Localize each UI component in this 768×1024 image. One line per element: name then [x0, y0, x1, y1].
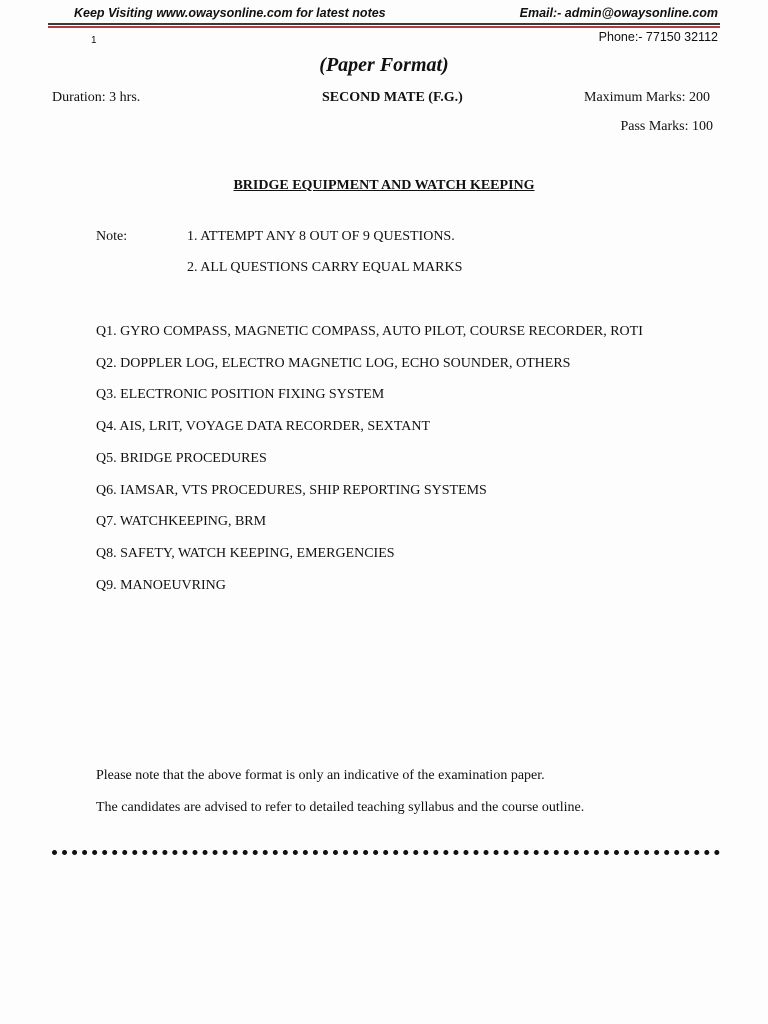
header-divider-dark [48, 23, 720, 25]
pass-marks: Pass Marks: 100 [620, 119, 713, 134]
header-email-text: Email:- admin@owaysonline.com [519, 6, 718, 20]
question-item: Q4. AIS, LRIT, VOYAGE DATA RECORDER, SEXTANT [96, 419, 431, 434]
note-item: 1. ATTEMPT ANY 8 OUT OF 9 QUESTIONS. [187, 229, 455, 244]
question-item: Q5. BRIDGE PROCEDURES [96, 451, 267, 466]
question-item: Q8. SAFETY, WATCH KEEPING, EMERGENCIES [96, 546, 395, 561]
footnote-text: The candidates are advised to refer to detailed teaching syllabus and the course outline. [96, 800, 585, 815]
exam-grade: SECOND MATE (F.G.) [322, 90, 463, 105]
duration-text: Duration: 3 hrs. [52, 90, 141, 105]
note-item: 2. ALL QUESTIONS CARRY EQUAL MARKS [187, 260, 463, 275]
question-item: Q9. MANOEUVRING [96, 578, 226, 593]
footnote-text: Please note that the above format is only an indicative of the examination paper. [96, 768, 545, 783]
page-number: 1 [91, 35, 97, 46]
page-header [0, 0, 768, 24]
header-website-text: Keep Visiting www.owaysonline.com for latest notes [74, 6, 386, 20]
question-item: Q7. WATCHKEEPING, BRM [96, 514, 267, 529]
subject-heading: BRIDGE EQUIPMENT AND WATCH KEEPING [233, 178, 535, 193]
question-item: Q3. ELECTRONIC POSITION FIXING SYSTEM [96, 387, 385, 402]
question-item: Q2. DOPPLER LOG, ELECTRO MAGNETIC LOG, ECHO SOUNDER, OTHERS [96, 356, 571, 371]
maximum-marks: Maximum Marks: 200 [584, 90, 710, 105]
question-item: Q1. GYRO COMPASS, MAGNETIC COMPASS, AUTO PILOT, COURSE RECORDER, ROTI [96, 324, 643, 339]
header-divider-red [48, 26, 720, 28]
question-item: Q6. IAMSAR, VTS PROCEDURES, SHIP REPORTING SYSTEMS [96, 483, 487, 498]
dotted-divider [52, 850, 720, 855]
header-phone-text: Phone:- 77150 32112 [598, 30, 718, 44]
paper-title: (Paper Format) [319, 54, 449, 76]
note-label: Note: [96, 229, 128, 244]
